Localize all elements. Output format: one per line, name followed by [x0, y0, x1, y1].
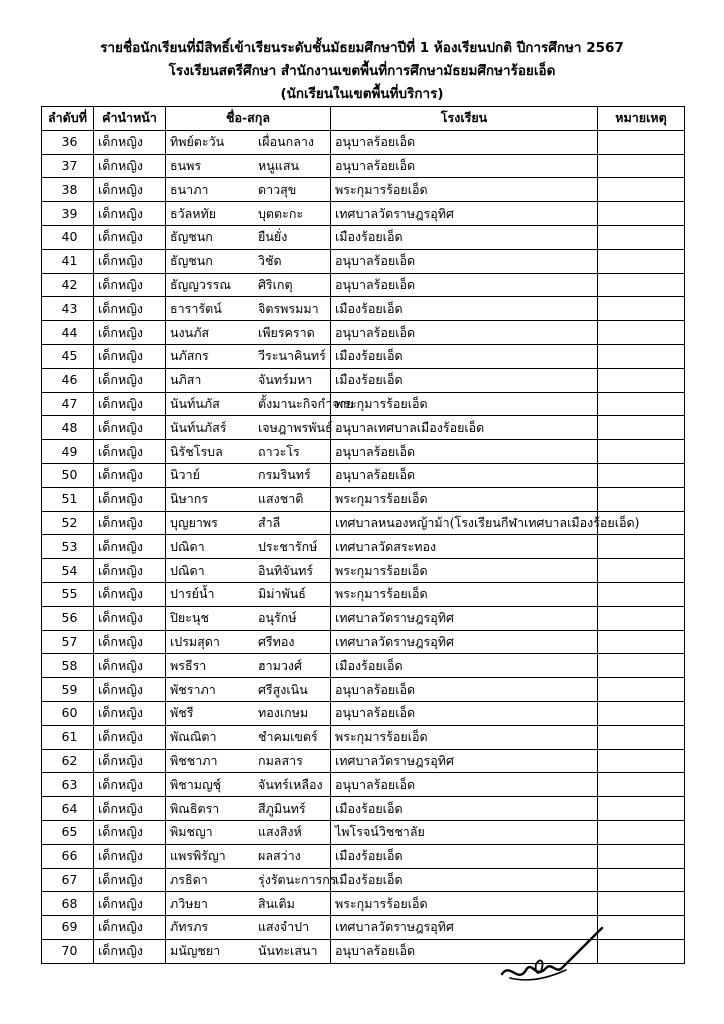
row-fullname — [166, 844, 331, 868]
row-prefix: เด็กหญิง — [94, 487, 166, 511]
row-fullname — [166, 487, 331, 511]
row-number: 47 — [42, 392, 94, 416]
row-number: 41 — [42, 249, 94, 273]
table-row — [42, 773, 685, 797]
row-fullname — [166, 559, 331, 583]
row-note — [598, 487, 685, 511]
row-fullname — [166, 178, 331, 202]
row-prefix: เด็กหญิง — [94, 701, 166, 725]
row-school: เมืองร้อยเอ็ด — [331, 297, 598, 321]
row-fullname — [166, 939, 331, 963]
table-header-row — [42, 107, 685, 131]
student-table — [41, 106, 685, 964]
row-last-name: วิชัด — [258, 253, 282, 269]
row-last-name: จิตรพรมมา — [258, 300, 319, 316]
row-first-name: เปรมสุดา — [170, 633, 220, 649]
school-name: โรงเรียนสตรีศึกษา สำนักงานเขตพื้นที่การศึกษามัธยมศึกษาร้อยเอ็ด — [168, 63, 556, 79]
row-note — [598, 559, 685, 583]
row-number: 62 — [42, 749, 94, 773]
row-school: เมืองร้อยเอ็ด — [331, 797, 598, 821]
row-school: เทศบาลวัดราษฎรอุทิศ — [331, 916, 598, 940]
row-last-name: เผื่อนกลาง — [258, 134, 314, 150]
row-last-name: สินเติม — [258, 895, 295, 911]
row-first-name: พัชรี — [170, 705, 194, 721]
row-number: 38 — [42, 178, 94, 202]
table-row — [42, 582, 685, 606]
row-prefix: เด็กหญิง — [94, 892, 166, 916]
row-note — [598, 868, 685, 892]
row-note — [598, 225, 685, 249]
row-last-name: แสงสิงห์ — [258, 824, 302, 840]
table-row — [42, 249, 685, 273]
row-school: เทศบาลวัดสระทอง — [331, 535, 598, 559]
row-note — [598, 249, 685, 273]
row-school: อนุบาลร้อยเอ็ด — [331, 249, 598, 273]
row-note — [598, 939, 685, 963]
row-fullname — [166, 868, 337, 892]
row-school: พระกุมารร้อยเอ็ด — [331, 725, 598, 749]
row-number: 69 — [42, 916, 94, 940]
row-fullname — [166, 202, 331, 226]
row-first-name: นภิสา — [170, 372, 202, 388]
table-row — [42, 606, 685, 630]
row-number: 44 — [42, 321, 94, 345]
col-header-prefix: คำนำหน้า — [94, 107, 166, 131]
row-fullname — [166, 416, 331, 440]
row-last-name: เพียรคราด — [258, 324, 315, 340]
row-last-name: ศรีสูงเนิน — [258, 681, 308, 697]
row-fullname — [166, 249, 331, 273]
row-prefix: เด็กหญิง — [94, 916, 166, 940]
table-row — [42, 749, 685, 773]
table-row — [42, 630, 685, 654]
table-row — [42, 154, 685, 178]
row-fullname — [166, 368, 331, 392]
row-number: 48 — [42, 416, 94, 440]
row-first-name: แพรพิรัญา — [170, 848, 226, 864]
row-last-name: วีระนาคินทร์ — [258, 348, 326, 364]
row-first-name: นันท์นภัสร์ — [170, 419, 227, 435]
row-prefix: เด็กหญิง — [94, 844, 166, 868]
row-prefix: เด็กหญิง — [94, 582, 166, 606]
row-last-name: ทองเกษม — [258, 705, 309, 721]
row-last-name: สำลี — [258, 514, 281, 530]
row-number: 37 — [42, 154, 94, 178]
row-first-name: ธนาภา — [170, 181, 209, 197]
row-prefix: เด็กหญิง — [94, 939, 166, 963]
row-last-name: กมลสาร — [258, 752, 303, 768]
row-first-name: นันท์นภัส — [170, 395, 220, 411]
row-note — [598, 392, 685, 416]
row-note — [598, 820, 685, 844]
row-number: 51 — [42, 487, 94, 511]
row-number: 66 — [42, 844, 94, 868]
row-prefix: เด็กหญิง — [94, 797, 166, 821]
row-last-name: ถาวะโร — [258, 443, 300, 459]
row-school: พระกุมารร้อยเอ็ด — [331, 582, 598, 606]
row-note — [598, 725, 685, 749]
row-note — [598, 321, 685, 345]
row-number: 36 — [42, 130, 94, 154]
row-school: อนุบาลร้อยเอ็ด — [331, 130, 598, 154]
row-number: 50 — [42, 463, 94, 487]
row-prefix: เด็กหญิง — [94, 868, 166, 892]
table-row — [42, 892, 685, 916]
row-number: 40 — [42, 225, 94, 249]
row-first-name: ธารารัตน์ — [170, 300, 222, 316]
row-prefix: เด็กหญิง — [94, 368, 166, 392]
row-note — [598, 368, 685, 392]
row-note — [598, 130, 685, 154]
row-fullname — [166, 654, 331, 678]
row-last-name: แสงจำปา — [258, 919, 310, 935]
row-first-name: ธนพร — [170, 157, 202, 173]
col-header-name: ชื่อ-สกุล — [166, 107, 331, 131]
row-last-name: หนูแสน — [258, 157, 300, 173]
row-number: 60 — [42, 701, 94, 725]
row-fullname — [166, 678, 331, 702]
row-prefix: เด็กหญิง — [94, 820, 166, 844]
row-prefix: เด็กหญิง — [94, 678, 166, 702]
row-school: อนุบาลร้อยเอ็ด — [331, 463, 598, 487]
row-note — [598, 582, 685, 606]
row-first-name: นิรัชโรบล — [170, 443, 223, 459]
table-row — [42, 344, 685, 368]
row-last-name: สีภูมินทร์ — [258, 800, 306, 816]
row-first-name: มนัญชยา — [170, 943, 221, 959]
table-row — [42, 559, 685, 583]
row-note — [598, 202, 685, 226]
row-first-name: ภรธิดา — [170, 871, 208, 887]
table-row — [42, 820, 685, 844]
row-note — [598, 606, 685, 630]
row-prefix: เด็กหญิง — [94, 606, 166, 630]
table-row — [42, 868, 685, 892]
row-fullname — [166, 582, 331, 606]
row-note — [598, 844, 685, 868]
row-note — [598, 416, 685, 440]
row-school: เมืองร้อยเอ็ด — [331, 344, 598, 368]
row-school: เทศบาลวัดราษฎรอุทิศ — [331, 749, 598, 773]
row-prefix: เด็กหญิง — [94, 725, 166, 749]
row-number: 52 — [42, 511, 94, 535]
row-prefix: เด็กหญิง — [94, 297, 166, 321]
table-row — [42, 273, 685, 297]
row-first-name: พิชชาภา — [170, 752, 218, 768]
row-prefix: เด็กหญิง — [94, 273, 166, 297]
row-fullname — [166, 797, 331, 821]
row-fullname — [166, 773, 331, 797]
row-number: 42 — [42, 273, 94, 297]
row-school: พระกุมารร้อยเอ็ด — [331, 892, 598, 916]
row-first-name: ปณิดา — [170, 562, 205, 578]
row-fullname — [166, 606, 331, 630]
row-school: อนุบาลร้อยเอ็ด — [331, 939, 598, 963]
table-row — [42, 202, 685, 226]
row-first-name: ปิยะนุช — [170, 610, 210, 626]
row-school: เทศบาลวัดราษฎรอุทิศ — [331, 630, 598, 654]
row-school: เมืองร้อยเอ็ด — [331, 844, 598, 868]
row-school: ไพโรจน์วิชชาลัย — [331, 820, 598, 844]
row-fullname — [166, 273, 331, 297]
table-row — [42, 463, 685, 487]
row-prefix: เด็กหญิง — [94, 749, 166, 773]
row-first-name: ปารย์น้ำ — [170, 586, 215, 602]
row-fullname — [166, 820, 331, 844]
row-last-name: ฮามวงศ์ — [258, 657, 302, 673]
row-number: 57 — [42, 630, 94, 654]
row-last-name: ชำคมเขตร์ — [258, 729, 318, 745]
row-school: เทศบาลวัดราษฎรอุทิศ — [331, 606, 598, 630]
row-first-name: พรธีรา — [170, 657, 207, 673]
row-note — [598, 463, 685, 487]
row-fullname — [166, 701, 331, 725]
row-note — [598, 178, 685, 202]
row-school: อนุบาลร้อยเอ็ด — [331, 701, 598, 725]
row-number: 46 — [42, 368, 94, 392]
row-last-name: บุตตะกะ — [258, 205, 304, 221]
row-fullname — [166, 154, 331, 178]
row-fullname — [166, 440, 331, 464]
row-last-name: ตั้งมานะกิจกำจาย — [258, 395, 354, 411]
row-fullname — [166, 511, 331, 535]
row-note — [598, 273, 685, 297]
table-row — [42, 678, 685, 702]
row-number: 68 — [42, 892, 94, 916]
row-prefix: เด็กหญิง — [94, 654, 166, 678]
row-first-name: นงนภัส — [170, 324, 210, 340]
row-fullname — [166, 916, 331, 940]
table-row — [42, 654, 685, 678]
row-number: 70 — [42, 939, 94, 963]
col-header-note: หมายเหตุ — [598, 107, 685, 131]
row-fullname — [166, 749, 331, 773]
row-number: 56 — [42, 606, 94, 630]
row-prefix: เด็กหญิง — [94, 416, 166, 440]
row-note — [598, 654, 685, 678]
table-row — [42, 511, 685, 535]
row-first-name: นิษากร — [170, 491, 209, 507]
row-prefix: เด็กหญิง — [94, 535, 166, 559]
row-prefix: เด็กหญิง — [94, 202, 166, 226]
row-note — [598, 535, 685, 559]
row-school: อนุบาลร้อยเอ็ด — [331, 678, 598, 702]
row-last-name: อินทิจันทร์ — [258, 562, 314, 578]
row-first-name: พิณธิตรา — [170, 800, 220, 816]
row-prefix: เด็กหญิง — [94, 178, 166, 202]
table-row — [42, 797, 685, 821]
table-row — [42, 392, 685, 416]
row-fullname — [166, 344, 331, 368]
table-row — [42, 225, 685, 249]
document-subtitle: (นักเรียนในเขตพื้นที่บริการ) — [280, 86, 444, 102]
table-row — [42, 368, 685, 392]
row-note — [598, 916, 685, 940]
row-note — [598, 797, 685, 821]
row-school: อนุบาลร้อยเอ็ด — [331, 154, 598, 178]
row-school: เทศบาลวัดราษฎรอุทิศ — [331, 202, 598, 226]
row-note — [598, 297, 685, 321]
row-school: อนุบาลร้อยเอ็ด — [331, 321, 598, 345]
row-prefix: เด็กหญิง — [94, 249, 166, 273]
row-note — [598, 749, 685, 773]
row-school: พระกุมารร้อยเอ็ด — [331, 487, 598, 511]
table-row — [42, 487, 685, 511]
row-prefix: เด็กหญิง — [94, 344, 166, 368]
row-note — [598, 892, 685, 916]
row-school: พระกุมารร้อยเอ็ด — [331, 392, 598, 416]
row-number: 64 — [42, 797, 94, 821]
row-first-name: ภวิษยา — [170, 895, 208, 911]
row-first-name: นภัสกร — [170, 348, 209, 364]
row-number: 58 — [42, 654, 94, 678]
table-row — [42, 297, 685, 321]
table-row — [42, 178, 685, 202]
row-first-name: ธัญชนก — [170, 253, 213, 269]
row-last-name: อนุรักษ์ — [258, 610, 297, 626]
row-first-name: ทิพย์ตะวัน — [170, 134, 225, 150]
row-fullname — [166, 297, 331, 321]
row-school: เมืองร้อยเอ็ด — [331, 868, 598, 892]
row-last-name: กรมรินทร์ — [258, 467, 311, 483]
row-school: อนุบาลร้อยเอ็ด — [331, 273, 598, 297]
row-last-name: ประชารักษ์ — [258, 538, 318, 554]
row-number: 61 — [42, 725, 94, 749]
row-note — [598, 773, 685, 797]
table-row — [42, 725, 685, 749]
row-note — [598, 154, 685, 178]
row-school: อนุบาลร้อยเอ็ด — [331, 440, 598, 464]
row-prefix: เด็กหญิง — [94, 463, 166, 487]
row-first-name: พิชามญชุ์ — [170, 776, 222, 792]
row-first-name: บุญยาพร — [170, 514, 218, 530]
table-row — [42, 130, 685, 154]
row-prefix: เด็กหญิง — [94, 511, 166, 535]
row-number: 54 — [42, 559, 94, 583]
row-last-name: ยืนยั่ง — [258, 229, 288, 245]
row-last-name: จันทร์มหา — [258, 372, 313, 388]
row-prefix: เด็กหญิง — [94, 392, 166, 416]
row-last-name: ศรีทอง — [258, 633, 295, 649]
row-first-name: พิมชญา — [170, 824, 213, 840]
row-school: เทศบาลหนองหญ้าม้า(โรงเรียนกีฬาเทศบาลเมืองร้อยเอ็ด) — [331, 511, 598, 535]
row-school: พระกุมารร้อยเอ็ด — [331, 178, 598, 202]
row-prefix: เด็กหญิง — [94, 559, 166, 583]
row-number: 39 — [42, 202, 94, 226]
row-school: เมืองร้อยเอ็ด — [331, 654, 598, 678]
row-first-name: ธัญชนก — [170, 229, 213, 245]
table-row — [42, 844, 685, 868]
row-note — [598, 678, 685, 702]
row-school: พระกุมารร้อยเอ็ด — [331, 559, 598, 583]
row-first-name: พัชราภา — [170, 681, 216, 697]
row-fullname — [166, 535, 331, 559]
row-note — [598, 630, 685, 654]
row-number: 59 — [42, 678, 94, 702]
row-note — [598, 440, 685, 464]
row-last-name: จันทร์เหลือง — [258, 776, 323, 792]
row-fullname — [166, 392, 354, 416]
row-number: 53 — [42, 535, 94, 559]
document-title: รายชื่อนักเรียนที่มีสิทธิ์เข้าเรียนระดับชั้นมัธยมศึกษาปีที่ 1 ห้องเรียนปกติ ปีการศึกษา 2567 — [100, 40, 624, 56]
table-body — [42, 130, 685, 963]
row-prefix: เด็กหญิง — [94, 154, 166, 178]
row-first-name: ปณิดา — [170, 538, 205, 554]
row-note — [598, 344, 685, 368]
row-prefix: เด็กหญิง — [94, 773, 166, 797]
table-row — [42, 416, 685, 440]
table-row — [42, 321, 685, 345]
row-prefix: เด็กหญิง — [94, 630, 166, 654]
table-row — [42, 440, 685, 464]
row-fullname — [166, 130, 331, 154]
row-last-name: ผลสว่าง — [258, 848, 301, 864]
row-last-name: ดาวสุข — [258, 181, 297, 197]
row-fullname — [166, 630, 331, 654]
row-school: เมืองร้อยเอ็ด — [331, 225, 598, 249]
row-fullname — [166, 892, 331, 916]
row-first-name: พัณณิตา — [170, 729, 217, 745]
row-last-name: นันทะเสนา — [258, 943, 318, 959]
row-fullname — [166, 321, 331, 345]
row-number: 43 — [42, 297, 94, 321]
row-first-name: ภัทรภร — [170, 919, 209, 935]
row-prefix: เด็กหญิง — [94, 225, 166, 249]
table-row — [42, 701, 685, 725]
signature-icon — [496, 924, 606, 994]
row-first-name: ธวัลหทัย — [170, 205, 217, 221]
row-school: อนุบาลร้อยเอ็ด — [331, 773, 598, 797]
col-header-school: โรงเรียน — [331, 107, 598, 131]
row-last-name: รุ่งรัตนะการกร — [258, 871, 337, 887]
row-number: 55 — [42, 582, 94, 606]
table-row — [42, 535, 685, 559]
row-note — [598, 701, 685, 725]
row-last-name: แสงชาติ — [258, 491, 304, 507]
row-number: 45 — [42, 344, 94, 368]
row-school: เมืองร้อยเอ็ด — [331, 368, 598, 392]
row-prefix: เด็กหญิง — [94, 130, 166, 154]
row-school: อนุบาลเทศบาลเมืองร้อยเอ็ด — [331, 416, 598, 440]
row-fullname — [166, 463, 331, 487]
row-first-name: ธัญญวรรณ — [170, 276, 231, 292]
row-number: 67 — [42, 868, 94, 892]
row-first-name: นิวาย์ — [170, 467, 200, 483]
col-header-no: ลำดับที่ — [42, 107, 94, 131]
row-number: 63 — [42, 773, 94, 797]
row-last-name: ศิริเกตุ — [258, 276, 293, 292]
row-prefix: เด็กหญิง — [94, 321, 166, 345]
row-number: 65 — [42, 820, 94, 844]
row-fullname — [166, 225, 331, 249]
row-number: 49 — [42, 440, 94, 464]
row-last-name: มิม่าพันธ์ — [258, 586, 306, 602]
row-prefix: เด็กหญิง — [94, 440, 166, 464]
row-fullname — [166, 725, 331, 749]
row-last-name: เจษฎาพรพันธ์ — [258, 419, 333, 435]
